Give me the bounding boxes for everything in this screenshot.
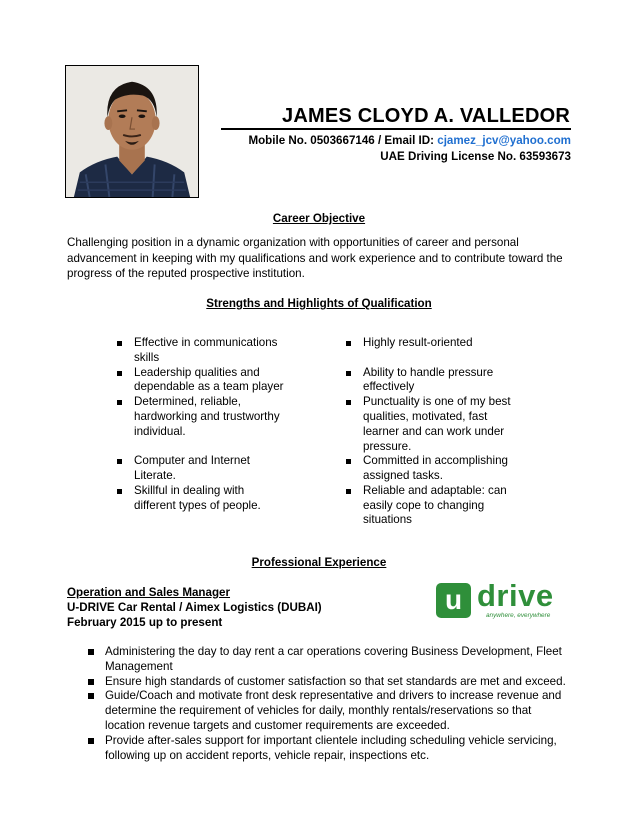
license-line: UAE Driving License No. 63593673 <box>380 150 571 163</box>
candidate-name: JAMES CLOYD A. VALLEDOR <box>282 105 570 127</box>
list-item <box>346 366 521 396</box>
bullet-icon <box>346 489 351 494</box>
list-item <box>88 689 568 733</box>
list-item-text: Highly result-oriented <box>363 336 473 349</box>
list-item-text: Ensure high standards of customer satisfaction so that set standards are met and exceed. <box>105 674 566 688</box>
bullet-icon <box>117 459 122 464</box>
list-item-text: Punctuality is one of my best qualities, motivated, fast learner and can work under pressure. <box>363 395 511 453</box>
bullet-icon <box>346 400 351 405</box>
profile-photo <box>65 65 199 198</box>
bullet-icon <box>117 400 122 405</box>
contact-prefix: Mobile No. 0503667146 / Email ID: <box>248 134 438 147</box>
job-header <box>67 586 322 630</box>
logo-word: drive <box>477 578 554 613</box>
bullet-icon <box>88 693 94 699</box>
career-objective-heading: Career Objective <box>272 212 366 225</box>
list-item <box>346 484 521 528</box>
list-item <box>88 645 568 675</box>
list-item <box>117 395 287 454</box>
logo-letter: u <box>436 583 471 618</box>
list-item-text: Effective in communications skills <box>134 336 278 364</box>
bullet-icon <box>117 489 122 494</box>
strengths-heading: Strengths and Highlights of Qualification <box>206 297 432 310</box>
contact-block <box>248 133 571 165</box>
bullet-icon <box>117 341 122 346</box>
list-item <box>346 395 521 454</box>
udrive-logo <box>434 578 554 621</box>
list-item-text: Leadership qualities and dependable as a team player <box>134 365 284 394</box>
list-item-text: Ability to handle pressure effectively <box>363 365 494 394</box>
list-item-text: Guide/Coach and motivate front desk representative and drivers to increase revenue and determine the requirement of vehicles for daily, monthly rentals/reservations so that location revenue targets and customer requirements are exceeded. <box>105 689 562 732</box>
job-title: Operation and Sales Manager <box>67 586 231 599</box>
job-period: February 2015 up to present <box>67 615 223 629</box>
bullet-icon <box>88 738 94 744</box>
list-item <box>117 366 287 396</box>
email-link[interactable]: cjamez_jcv@yahoo.com <box>437 134 571 147</box>
list-item <box>117 484 287 514</box>
career-objective-text: Challenging position in a dynamic organization with opportunities of career and personal advancement in keeping with my qualifications and work experience and to contribute toward the progress of the reputed prospective institution. <box>67 236 563 281</box>
bullet-icon <box>346 371 351 376</box>
duties-list <box>88 645 568 763</box>
bullet-icon <box>88 679 94 685</box>
company-name: U-DRIVE Car Rental / Aimex Logistics (DUBAI) <box>67 600 322 614</box>
list-item-text: Provide after-sales support for important clientele including scheduling vehicle servicing, following up on accident reports, vehicle repair, inspections etc. <box>105 733 557 762</box>
list-item <box>346 336 521 366</box>
strengths-left-list <box>117 336 287 513</box>
list-item-text: Skillful in dealing with different types of people. <box>134 483 261 512</box>
bullet-icon <box>117 371 122 376</box>
list-item-text: Administering the day to day rent a car operations covering Business Development, Fleet Management <box>105 645 562 673</box>
logo-tagline: anywhere, everywhere <box>486 612 551 619</box>
list-item <box>88 734 568 764</box>
bullet-icon <box>346 341 351 346</box>
experience-heading: Professional Experience <box>251 556 387 569</box>
list-item-text: Determined, reliable, hardworking and trustworthy individual. <box>134 395 280 438</box>
list-item <box>88 675 568 690</box>
list-item-text: Computer and Internet Literate. <box>134 454 251 482</box>
contact-line <box>248 133 571 149</box>
bullet-icon <box>88 649 94 655</box>
list-item-text: Committed in accomplishing assigned tasks. <box>363 454 508 482</box>
name-underline <box>221 128 571 130</box>
bullet-icon <box>346 459 351 464</box>
list-item <box>117 454 287 484</box>
list-item <box>346 454 521 484</box>
strengths-right-list <box>346 336 521 528</box>
list-item <box>117 336 287 366</box>
list-item-text: Reliable and adaptable: can easily cope to changing situations <box>363 483 507 527</box>
